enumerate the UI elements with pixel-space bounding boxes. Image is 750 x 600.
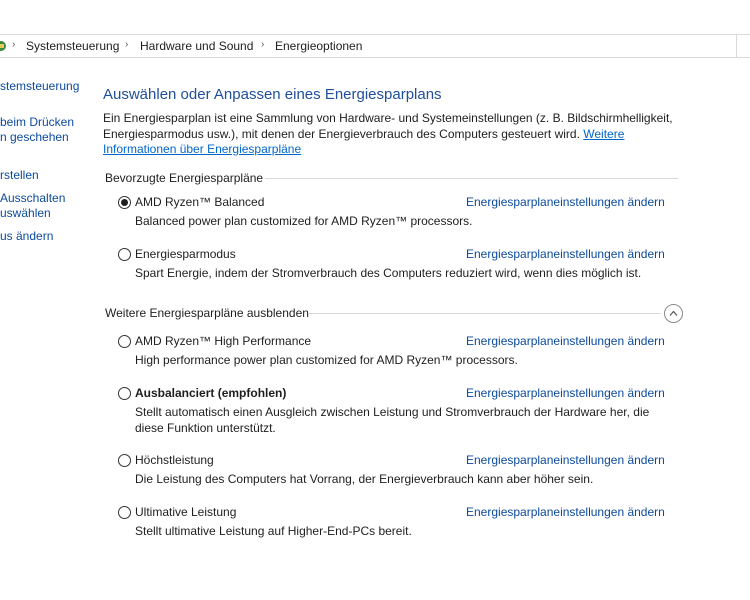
breadcrumb-hardware-und-sound[interactable]: Hardware und Sound [140,39,254,53]
group-divider [309,313,661,314]
change-plan-settings-link[interactable]: Energiesparplaneinstellungen ändern [466,247,665,261]
plan-name[interactable]: Ausbalanciert (empfohlen) [135,386,287,400]
chevron-up-icon [669,309,678,318]
plan-description: Spart Energie, indem der Stromverbrauch des Computers reduziert wird, wenn dies möglich ist. [135,266,642,280]
left-link-netzschalter-cont[interactable]: n geschehen [0,130,69,144]
left-task-pane [0,58,80,600]
page-title: Auswählen oder Anpassen eines Energiesparplans [103,86,442,103]
collapse-section-button[interactable] [664,304,683,323]
change-plan-settings-link[interactable]: Energiesparplaneinstellungen ändern [466,195,665,209]
chevron-right-icon[interactable]: › [261,39,265,50]
address-bar[interactable] [0,34,750,58]
left-link-bildschirm-ausschalten[interactable]: Ausschalten [0,191,66,205]
radio-unselected[interactable] [118,387,131,400]
more-info-link[interactable]: Weitere Informationen über Energiesparpläne [103,126,625,156]
change-plan-settings-link[interactable]: Energiesparplaneinstellungen ändern [466,453,665,467]
radio-unselected[interactable] [118,248,131,261]
left-link-systemsteuerung[interactable]: stemsteuerung [0,79,80,93]
chevron-right-icon: › [12,39,16,50]
breadcrumb-systemsteuerung[interactable]: Systemsteuerung [26,39,120,53]
radio-unselected[interactable] [118,454,131,467]
control-panel-icon [0,39,8,53]
plan-name[interactable]: AMD Ryzen™ High Performance [135,334,312,348]
address-bar-divider [736,35,737,57]
page-description [103,111,683,158]
left-link-netzschalter[interactable]: beim Drücken [0,115,75,129]
radio-unselected[interactable] [118,506,131,519]
description-text: Ein Energiesparplan ist eine Sammlung von Hardware- und Systemeinstellungen (z. B. Bildschirmhelligkeit, Energiesparmodus usw.), mit denen der Energieverbrauch des Computers gesteuert wird. [103,111,673,141]
change-plan-settings-link[interactable]: Energiesparplaneinstellungen ändern [466,386,665,400]
change-plan-settings-link[interactable]: Energiesparplaneinstellungen ändern [466,334,665,348]
radio-unselected[interactable] [118,335,131,348]
breadcrumb-energieoptionen[interactable]: Energieoptionen [275,39,363,53]
plan-name[interactable]: Höchstleistung [135,453,214,467]
chevron-right-icon[interactable]: › [125,39,129,50]
left-link-energiesparmodus-aendern[interactable]: us ändern [0,229,54,243]
plan-name[interactable]: AMD Ryzen™ Balanced [135,195,265,209]
group-divider [265,178,678,179]
plan-description: Die Leistung des Computers hat Vorrang, der Energieverbrauch kann aber höher sein. [135,472,594,486]
plan-description: High performance power plan customized for AMD Ryzen™ processors. [135,353,518,367]
plan-description: Stellt ultimative Leistung auf Higher-End-PCs bereit. [135,524,412,538]
plan-name[interactable]: Energiesparmodus [135,247,236,261]
left-link-bildschirm-ausschalten-cont[interactable]: uswählen [0,206,51,220]
radio-selected[interactable] [118,196,131,209]
additional-plans-header[interactable]: Weitere Energiesparpläne ausblenden [105,306,309,320]
left-link-energiesparplan-erstellen[interactable]: rstellen [0,168,39,182]
plan-description: Balanced power plan customized for AMD Ryzen™ processors. [135,214,473,228]
preferred-plans-header: Bevorzugte Energiesparpläne [105,171,264,185]
plan-name[interactable]: Ultimative Leistung [135,505,237,519]
plan-description: Stellt automatisch einen Ausgleich zwischen Leistung und Stromverbrauch der Hardware her, die diese Funktion unterstützt. [135,405,650,435]
change-plan-settings-link[interactable]: Energiesparplaneinstellungen ändern [466,505,665,519]
